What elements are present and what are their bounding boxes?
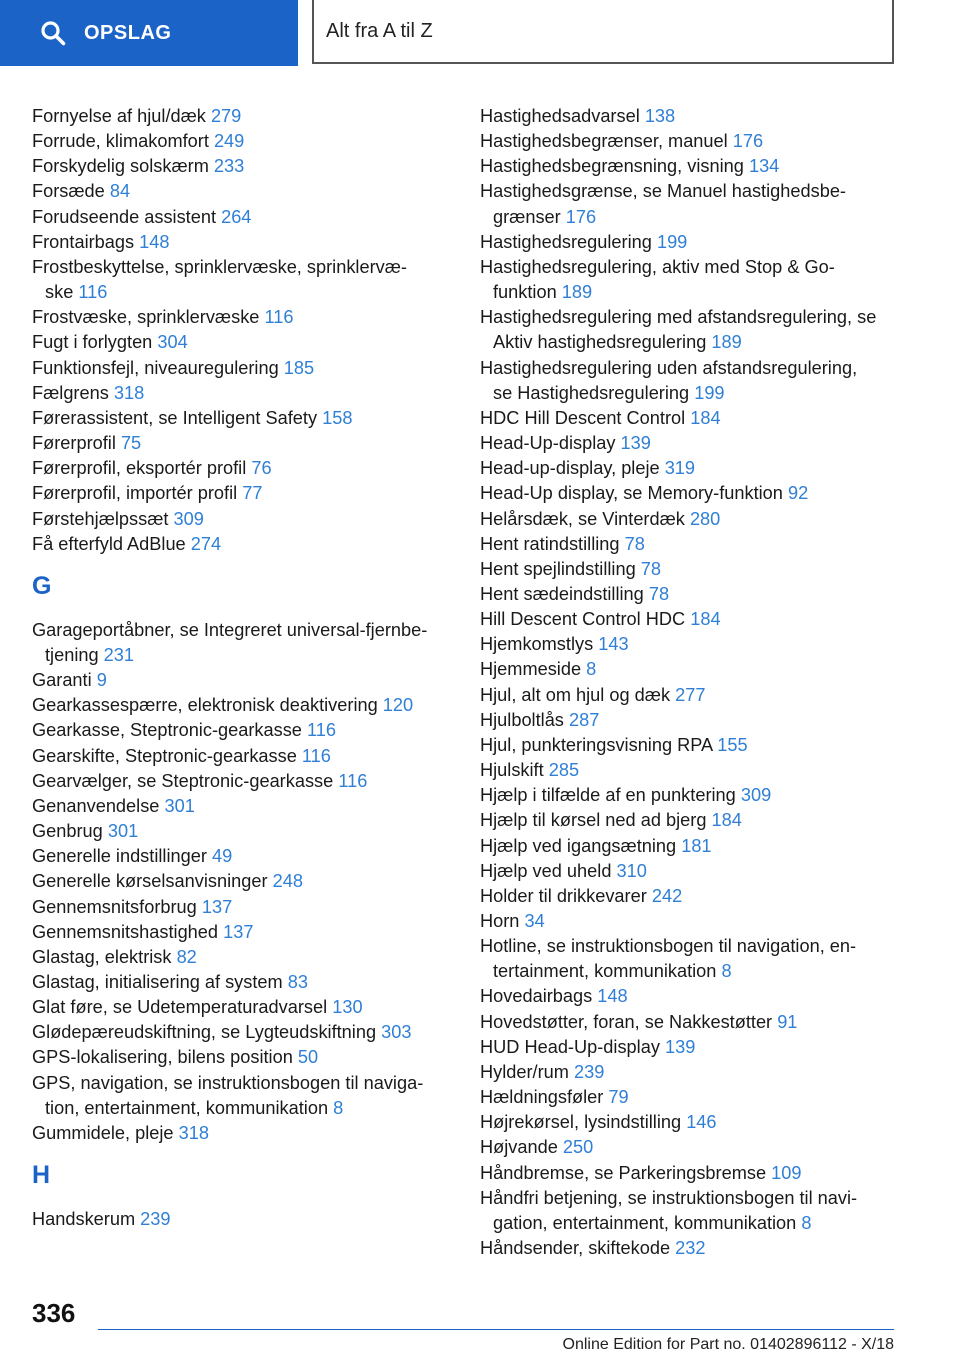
page-reference-link[interactable]: 143 [598, 634, 629, 655]
index-entry [32, 1121, 452, 1146]
page-reference-link[interactable]: 249 [213, 131, 245, 152]
page-reference-link[interactable]: 139 [620, 433, 651, 454]
index-entry-text: tertainment, kommunikation [493, 961, 717, 982]
index-entry [32, 970, 452, 995]
index-entry-text: Fornyelse af hjul/dæk [32, 106, 206, 126]
index-entry [32, 179, 452, 204]
index-entry [32, 920, 452, 945]
page-reference-link[interactable]: 139 [664, 1036, 696, 1057]
index-entry-text: Hjemkomstlys [480, 634, 594, 655]
index-entry [32, 794, 452, 819]
index-entry-text: Hylder/rum [480, 1061, 569, 1082]
index-entry [32, 618, 452, 668]
index-entry-text: Hastighedsregulering uden afstandsregulering, [480, 357, 858, 378]
index-entry-text: Gummidele, pleje [32, 1122, 174, 1143]
index-entry-text: Hjemmeside [480, 659, 582, 680]
index-entry [480, 255, 930, 305]
index-entry-text: Frostvæske, sprinklervæske [32, 307, 260, 328]
index-entry [32, 481, 452, 506]
index-entry [32, 507, 452, 532]
index-entry-text: Håndbremse, se Parkeringsbremse [480, 1162, 767, 1183]
page-reference-link[interactable]: 82 [176, 946, 197, 967]
index-entry-text: Hotline, se instruktionsbogen til navigation, en- [480, 936, 857, 957]
page-reference-link[interactable]: 84 [109, 181, 131, 202]
index-entry [480, 104, 930, 129]
page-reference-link[interactable]: 184 [711, 810, 742, 831]
index-entry [480, 733, 930, 758]
index-entry [32, 205, 452, 230]
index-entry [32, 945, 452, 970]
index-entry [480, 179, 930, 229]
index-entry-text: Hastighedsadvarsel [480, 106, 640, 126]
page-reference-link[interactable]: 8 [333, 1097, 344, 1118]
index-entry-text: Aktiv hastighedsregulering [493, 332, 707, 353]
page-reference-link[interactable]: 116 [301, 745, 331, 766]
index-entry-text: Gennemsnitshastighed [32, 921, 219, 942]
index-entry [480, 1060, 930, 1085]
page-reference-link[interactable]: 146 [686, 1112, 717, 1133]
page-reference-link[interactable]: 49 [211, 846, 233, 867]
page-reference-link[interactable]: 184 [690, 407, 721, 428]
index-entry-text: tion, entertainment, kommunikation [45, 1097, 329, 1118]
page-reference-link[interactable]: 116 [306, 720, 336, 741]
index-entry [480, 1110, 930, 1135]
index-entry-text: Genanvendelse [32, 795, 160, 816]
page-reference-link[interactable]: 50 [297, 1047, 319, 1068]
index-entry-text: Hastighedsregulering [480, 231, 652, 252]
page-reference-link[interactable]: 309 [740, 785, 772, 806]
index-entry-text: Få efterfyld AdBlue [32, 533, 186, 554]
index-entry-text: Hjul, punkteringsvisning RPA [480, 734, 713, 755]
index-entry [32, 129, 452, 154]
page-reference-link[interactable]: 309 [173, 508, 204, 529]
index-entry [32, 381, 452, 406]
page-reference-link[interactable]: 280 [689, 508, 721, 529]
page-reference-link[interactable]: 83 [287, 972, 308, 992]
page-reference-link[interactable]: 116 [264, 307, 294, 328]
index-entry-text: Head-up-display, pleje [480, 458, 660, 479]
index-entry-text: Hjælp i tilfælde af en punktering [480, 785, 736, 806]
index-entry [32, 668, 452, 693]
index-entry-text: Frontairbags [32, 231, 135, 252]
index-entry [32, 305, 452, 330]
index-entry [32, 819, 452, 844]
index-entry [480, 934, 930, 984]
page-reference-link[interactable]: 199 [656, 231, 688, 252]
page-reference-link[interactable]: 304 [157, 332, 188, 353]
index-entry-text: grænser [493, 206, 561, 227]
index-entry-text: Head-Up display, se Memory-funktion [480, 483, 783, 504]
page-reference-link[interactable]: 318 [113, 382, 145, 403]
index-entry [480, 129, 930, 154]
page-reference-link[interactable]: 91 [777, 1011, 798, 1032]
index-entry [32, 1020, 452, 1045]
index-entry-text: Horn [480, 911, 520, 931]
page-reference-link[interactable]: 277 [675, 684, 706, 705]
page-reference-link[interactable]: 233 [213, 156, 245, 177]
page-reference-link[interactable]: 301 [164, 795, 195, 816]
index-entry-text: Hill Descent Control HDC [480, 609, 686, 630]
index-entry-text: Glastag, initialisering af system [32, 972, 283, 992]
page-reference-link[interactable]: 148 [597, 986, 628, 1007]
page-reference-link[interactable]: 231 [103, 644, 135, 665]
page-reference-link[interactable]: 158 [322, 407, 353, 428]
page-reference-link[interactable]: 303 [381, 1022, 412, 1043]
page-reference-link[interactable]: 78 [624, 533, 645, 554]
index-entry [480, 834, 930, 859]
index-entry [480, 1135, 930, 1160]
index-entry-text: Hjul, alt om hjul og dæk [480, 684, 671, 705]
page-reference-link[interactable]: 134 [748, 156, 780, 177]
index-entry [32, 869, 452, 894]
index-entry-text: Fugt i forlygten [32, 332, 153, 353]
page-reference-link[interactable]: 199 [694, 382, 725, 403]
index-entry-text: Hjælp ved uheld [480, 860, 612, 881]
index-entry [32, 431, 452, 456]
page-reference-link[interactable]: 34 [524, 911, 545, 931]
index-entry-text: Forsæde [32, 181, 105, 202]
index-entry-text: Gennemsnitsforbrug [32, 896, 197, 917]
index-entry-text: GPS-lokalisering, bilens position [32, 1047, 293, 1068]
index-entry-text: Førerprofil, importér profil [32, 483, 238, 504]
page-reference-link[interactable]: 9 [96, 670, 107, 691]
index-entry-text: Glastag, elektrisk [32, 946, 172, 967]
index-entry-text: funktion [493, 282, 557, 303]
index-entry [480, 884, 930, 909]
index-entry [32, 330, 452, 355]
index-entry-text: Fælgrens [32, 382, 109, 403]
index-entry-text: Genbrug [32, 821, 103, 842]
page-reference-link[interactable]: 189 [711, 332, 742, 353]
index-entry [32, 230, 452, 255]
index-entry [32, 769, 452, 794]
index-entry [480, 557, 930, 582]
page-reference-link[interactable]: 319 [664, 458, 696, 479]
index-entry [32, 718, 452, 743]
search-tab-label: OPSLAG [84, 21, 172, 44]
index-column-left [32, 104, 452, 1232]
index-entry-text: tjening [45, 644, 99, 665]
page-reference-link[interactable]: 279 [210, 106, 242, 126]
page-reference-link[interactable]: 137 [223, 921, 254, 942]
index-entry [32, 255, 452, 305]
index-entry-text: Førerprofil [32, 433, 116, 454]
index-entry [480, 532, 930, 557]
page-reference-link[interactable]: 78 [648, 583, 670, 604]
index-entry-text: Hastighedsbegrænser, manuel [480, 131, 728, 152]
index-entry [32, 693, 452, 718]
index-entry-text: Hældningsføler [480, 1087, 604, 1108]
footer-divider [98, 1329, 894, 1330]
page-reference-link[interactable]: 75 [120, 433, 142, 454]
index-entry-text: Gearkasse, Steptronic-gearkasse [32, 720, 302, 741]
index-entry-text: Forrude, klimakomfort [32, 131, 209, 152]
index-entry [480, 1035, 930, 1060]
index-entry-text: Glødepæreudskiftning, se Lygteudskiftning [32, 1022, 377, 1043]
page-reference-link[interactable]: 248 [272, 871, 303, 892]
index-entry [480, 1186, 930, 1236]
page-reference-link[interactable]: 239 [140, 1209, 171, 1230]
index-entry [32, 1045, 452, 1070]
index-entry [480, 230, 930, 255]
index-entry-text: Forskydelig solskærm [32, 156, 209, 177]
index-entry-text: Hent spejlindstilling [480, 558, 636, 579]
index-entry-text: Førstehjælpssæt [32, 508, 169, 529]
index-entry [32, 895, 452, 920]
index-entry [480, 1236, 930, 1261]
index-entry [480, 481, 930, 506]
page-reference-link[interactable]: 155 [717, 734, 748, 755]
page-reference-link[interactable]: 310 [616, 860, 647, 881]
index-entry-text: Head-Up-display [480, 433, 616, 454]
index-entry-text: Generelle indstillinger [32, 846, 207, 867]
index-letter-heading: G [32, 571, 52, 600]
index-entry-text: Hjulskift [480, 760, 544, 781]
index-entry-text: Gearvælger, se Steptronic-gearkasse [32, 770, 334, 791]
page-reference-link[interactable]: 287 [568, 709, 600, 730]
page-reference-link[interactable]: 185 [283, 357, 315, 378]
page-reference-link[interactable]: 318 [178, 1122, 209, 1143]
index-entry-text: Hovedairbags [480, 986, 593, 1007]
index-entry-text: Funktionsfejl, niveauregulering [32, 357, 279, 378]
index-entry-text: Frostbeskyttelse, sprinklervæske, sprinklervæ- [32, 256, 407, 277]
index-entry [480, 632, 930, 657]
index-entry-text: se Hastighedsregulering [493, 382, 690, 403]
index-entry-text: Gearkassespærre, elektronisk deaktivering [32, 695, 378, 716]
page-reference-link[interactable]: 77 [242, 483, 263, 504]
page-reference-link[interactable]: 301 [107, 821, 139, 842]
index-entry-text: Førerassistent, se Intelligent Safety [32, 407, 318, 428]
page-reference-link[interactable]: 8 [721, 961, 732, 982]
index-entry-text: Forudseende assistent [32, 206, 217, 227]
index-entry [480, 859, 930, 884]
index-entry-text: HUD Head-Up-display [480, 1036, 660, 1057]
page-reference-link[interactable]: 242 [651, 885, 683, 906]
index-entry-text: Helårsdæk, se Vinterdæk [480, 508, 685, 529]
page-reference-link[interactable]: 92 [787, 483, 809, 504]
search-icon [40, 20, 66, 46]
index-entry [480, 154, 930, 179]
index-entry-text: Handskerum [32, 1209, 136, 1230]
index-entry-text: Hovedstøtter, foran, se Nakkestøtter [480, 1011, 773, 1032]
index-entry [32, 532, 452, 557]
index-entry [32, 744, 452, 769]
page-reference-link[interactable]: 250 [562, 1137, 594, 1158]
index-entry-text: Garageportåbner, se Integreret universal-fjernbe- [32, 619, 428, 640]
page-reference-link[interactable]: 78 [640, 558, 661, 579]
index-entry [32, 154, 452, 179]
page-reference-link[interactable]: 264 [221, 206, 252, 227]
index-entry-text: Førerprofil, eksportér profil [32, 458, 247, 479]
page-reference-link[interactable]: 130 [332, 997, 363, 1018]
index-entry-text: Hastighedsbegrænsning, visning [480, 156, 744, 177]
index-entry [480, 758, 930, 783]
index-entry-text: GPS, navigation, se instruktionsbogen til naviga- [32, 1072, 424, 1093]
index-entry [480, 406, 930, 431]
index-entry-text: Håndfri betjening, se instruktionsbogen til navi- [480, 1187, 858, 1208]
index-entry [480, 356, 930, 406]
page-reference-link[interactable]: 8 [801, 1212, 812, 1233]
index-entry [32, 995, 452, 1020]
index-entry [480, 657, 930, 682]
index-entry-text: Garanti [32, 670, 92, 691]
index-entry-text: Holder til drikkevarer [480, 885, 647, 906]
index-entry [32, 356, 452, 381]
index-entry [480, 984, 930, 1009]
page-reference-link[interactable]: 176 [565, 206, 597, 227]
page-reference-link[interactable]: 76 [251, 458, 272, 479]
index-entry [480, 607, 930, 632]
index-entry [480, 808, 930, 833]
index-entry [480, 909, 930, 934]
index-entry-text: Højvande [480, 1137, 558, 1158]
index-entry-text: Hjælp til kørsel ned ad bjerg [480, 810, 707, 831]
index-entry [480, 783, 930, 808]
index-entry [480, 582, 930, 607]
index-entry-text: HDC Hill Descent Control [480, 407, 686, 428]
index-entry [32, 456, 452, 481]
page-reference-link[interactable]: 274 [190, 533, 222, 554]
index-entry [32, 844, 452, 869]
page-reference-link[interactable]: 137 [201, 896, 233, 917]
index-entry-text: Hent ratindstilling [480, 533, 620, 554]
index-entry-text: Hent sædeindstilling [480, 583, 644, 604]
index-entry [32, 1071, 452, 1121]
index-entry [480, 1010, 930, 1035]
index-entry-text: Hastighedsgrænse, se Manuel hastighedsbe- [480, 181, 846, 202]
index-entry [480, 683, 930, 708]
page-reference-link[interactable]: 189 [561, 282, 593, 303]
index-entry [480, 456, 930, 481]
index-entry [32, 406, 452, 431]
index-entry-text: Hastighedsregulering, aktiv med Stop & Go- [480, 256, 835, 277]
index-entry [480, 507, 930, 532]
index-entry-text: Gearskifte, Steptronic-gearkasse [32, 745, 297, 766]
index-entry [480, 708, 930, 733]
search-tab[interactable] [0, 0, 298, 66]
index-entry-text: Højrekørsel, lysindstilling [480, 1112, 682, 1133]
page-reference-link[interactable]: 184 [690, 609, 721, 630]
page-reference-link[interactable]: 176 [732, 131, 764, 152]
page-reference-link[interactable]: 8 [586, 659, 597, 680]
index-entry-text: gation, entertainment, kommunikation [493, 1212, 797, 1233]
page-reference-link[interactable]: 116 [338, 770, 368, 791]
page-reference-link[interactable]: 148 [139, 231, 170, 252]
index-entry [32, 104, 452, 129]
page-reference-link[interactable]: 181 [681, 835, 712, 856]
footer-edition-text: Online Edition for Part no. 01402896112 - X/18 [562, 1336, 894, 1353]
index-column-right [480, 104, 930, 1261]
section-title: Alt fra A til Z [312, 0, 894, 64]
index-entry-text: Generelle kørselsanvisninger [32, 871, 268, 892]
index-letter-heading: H [32, 1161, 51, 1190]
page-reference-link[interactable]: 239 [574, 1061, 605, 1082]
index-entry-text: Hastighedsregulering med afstandsregulering, se [480, 307, 877, 328]
page-reference-link[interactable]: 285 [548, 760, 580, 781]
index-entry [480, 1085, 930, 1110]
page-number: 336 [32, 1298, 76, 1328]
index-entry-text: Hjulboltlås [480, 709, 564, 730]
index-entry-text: Hjælp ved igangsætning [480, 835, 677, 856]
page-reference-link[interactable]: 116 [78, 282, 108, 303]
index-entry-text: Håndsender, skiftekode [480, 1238, 671, 1259]
index-entry-text: ske [45, 282, 74, 303]
page-reference-link[interactable]: 79 [608, 1087, 629, 1108]
page-reference-link[interactable]: 138 [644, 106, 676, 126]
index-entry [480, 305, 930, 355]
index-entry-text: Glat føre, se Udetemperaturadvarsel [32, 997, 328, 1018]
index-entry [480, 431, 930, 456]
page-reference-link[interactable]: 232 [675, 1238, 706, 1259]
page-reference-link[interactable]: 109 [771, 1162, 802, 1183]
page-reference-link[interactable]: 120 [382, 695, 414, 716]
index-entry [32, 1207, 452, 1232]
index-entry [480, 1161, 930, 1186]
